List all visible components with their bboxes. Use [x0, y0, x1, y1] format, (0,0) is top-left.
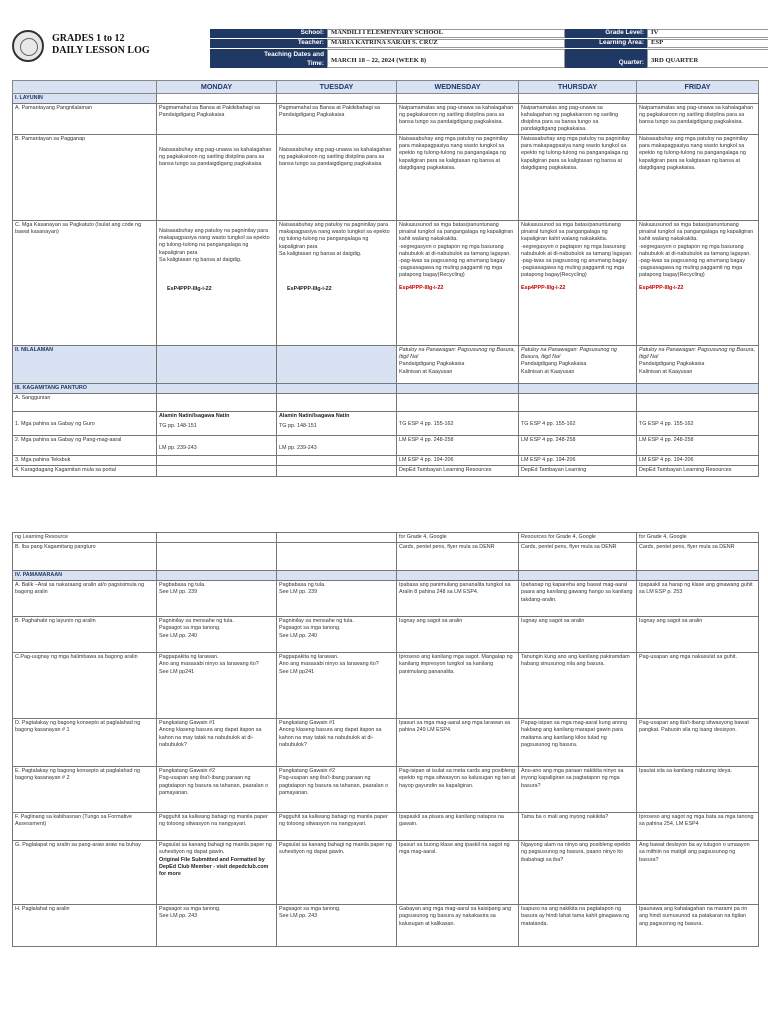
cell-friday	[637, 346, 759, 384]
document-title	[52, 33, 150, 57]
day-header-wednesday: WEDNESDAY	[397, 81, 519, 94]
cell-friday: Ipapaskil sa harap ng klase ang ginawang guhit sa LM ESP p. 253	[637, 581, 759, 617]
cell-monday: Pagninilay sa mensahe ng tula. Pagsagot sa mga tanong. See LM pp. 240	[157, 617, 277, 653]
nilalaman-heading: II. NILALAMAN	[13, 346, 157, 384]
cell-blank	[637, 394, 759, 412]
cell-friday	[637, 221, 759, 346]
gabay-ng-mag-aaral-row	[13, 436, 759, 456]
cell-tuesday: Naisasabuhay ang pag-unawa sa kahalagahan ng pagkakaroon ng sariling disiplina para sa bansa tungo sa pandaigdigang pagkakaisa	[277, 135, 397, 221]
cell-blank	[637, 93, 759, 103]
cell-blank	[157, 93, 277, 103]
cell-monday: Pagmamahal sa Bansa at Pakikibahagi sa Pandaigdigang Pagkakaisa	[157, 103, 277, 135]
cell-blank	[397, 93, 519, 103]
school-label: School:	[210, 29, 327, 38]
cell-wednesday: Iproseso ang kanilang mga sagot. Mangalap ng kanilang impresyon tungkol sa kanilang panimulang pananalita.	[397, 653, 519, 719]
cell-thursday	[519, 221, 637, 346]
cell-blank	[157, 394, 277, 412]
cell-wednesday: Ipasuri sa buong klase ang ipaskil na sagot ng mga mag-aaral.	[397, 841, 519, 905]
cell-thursday: Naisasabuhay ang mga patuloy na pagninilay para makapagpasiya nang wasto tungkol sa epekto ng tulong-tulong na pangangalaga ng kapaligiran para sa kaligtasan ng bansa at daigdigang pagkakaisa.	[519, 135, 637, 221]
cell-friday: Ang bawat desisyon ba ay tutugon o umaayon sa mithiin na matigil ang pagsusunog ng basura?	[637, 841, 759, 905]
learning-area-value: ESP	[647, 39, 768, 48]
learning-area-label: Learning Area:	[565, 39, 647, 48]
teaching-dates-label-line2: Time:	[307, 59, 324, 67]
cell-friday: DepEd Tambayan Learning Resources	[637, 466, 759, 476]
cell-monday: Pagpapakita ng larawan. Ano ang masasabi ninyo sa larawang ito? See LM pp241	[157, 653, 277, 719]
cell-thursday: Ipahanap ng kapareha ang bawat mag-aaral paara ang kanilang gawang hango sa kanilang takdang-aralin.	[519, 581, 637, 617]
teaching-dates-label	[210, 49, 327, 68]
cell-wednesday: Ipabasa ang panimulang pananalita tungkol sa Aralin 8 pahina 248 sa LM ESP4.	[397, 581, 519, 617]
cell-thursday: TG ESP 4 pp. 155-162	[519, 412, 637, 436]
nilalaman-row	[13, 346, 759, 384]
pag-uugnay-row	[13, 653, 759, 719]
cell-friday: for Grade 4, Google	[637, 533, 759, 543]
day-header-tuesday: TUESDAY	[277, 81, 397, 94]
day-header-friday: FRIDAY	[637, 81, 759, 94]
portal-row	[13, 466, 759, 476]
cell-monday-text: Naisasabuhay ang patuloy na pagninilay para makapagpasiya nang wasto tungkol sa epekto ng tulong-tulong na pangangalaga ng kapaligiran para Sa kaligtasan ng bansa at daigdig.	[159, 228, 270, 263]
alamin-heading-tuesday: Alamin Natin/Isagawa Natin	[279, 413, 350, 420]
nilalaman-topics-wednesday: Pandaigdigang Pagkakaisa Kalinisan at Kaayusan	[399, 361, 465, 375]
cell-blank	[157, 533, 277, 543]
cell-friday: LM ESP 4 pp. 248-258	[637, 436, 759, 456]
cell-friday: Pag-usapan ang mga nakasulat sa guhit.	[637, 653, 759, 719]
quarter-value: 3RD QUARTER	[647, 49, 768, 68]
cell-blank	[277, 346, 397, 384]
pamamaraan-heading: IV. PAMAMARAAN	[13, 571, 157, 581]
paglinang-row	[13, 813, 759, 841]
cell-blank	[277, 456, 397, 466]
cell-wednesday: LM ESP 4 pp. 194-206	[397, 456, 519, 466]
cell-blank	[519, 384, 637, 394]
deped-club-notice: Original File Submitted and Formatted by DepEd Club Member - visit depedclub.com for more	[159, 856, 269, 877]
cell-blank	[397, 394, 519, 412]
cell-tuesday: Pagguhit sa kaliwang bahagi ng manila paper ng totoong sitwasyon na nangyayari.	[277, 813, 397, 841]
cell-tuesday: Pangkatang Gawain #2 Pag-usapan ang iba't-ibang paraan ng pagtatapon ng basura sa tahanan, paaralan o pamayanan.	[277, 767, 397, 813]
cell-thursday: Anu-ano ang mga paraan nakikita ninyo sa inyong kapaligiran sa pagtatapon ng mga basura?	[519, 767, 637, 813]
day-header-monday: MONDAY	[157, 81, 277, 94]
pamamaraan-section-row	[13, 571, 759, 581]
cell-thursday: Ngayong alam na ninyo ang posibleng epekto ng pagsusunog ng basura, paano ninyo ito ibabahagi sa iba?	[519, 841, 637, 905]
cell-friday: Iugnay ang sagot sa aralin	[637, 617, 759, 653]
row-label: A. Pamantayang Pangnilalaman	[13, 103, 157, 135]
row-label: 1. Mga pahina sa Gabay ng Guro	[13, 412, 157, 436]
row-label: H. Paglalahat ng aralin	[13, 905, 157, 947]
alamin-heading-monday: Alamin Natin/Isagawa Natin	[159, 413, 230, 420]
cell-friday: Naipamamalas ang pag-unawa sa kahalagahan ng pagkakaroon ng sariling disiplina para sa bansa tungo sa pandaigdigang pagkakaisa.	[637, 103, 759, 135]
cell-thursday: Naipamamalas ang pag-unawa sa kahalagahan ng pagkakaroon ng sariling disiplina para sa bansa tungo sa pandaigdigang pagkakaisa.	[519, 103, 637, 135]
cell-monday: Pangkatang Gawain #2 Pag-usapan ang iba't-ibang paraan ng pagtatapon ng basura sa tahanan, paaralan o pamayanan.	[157, 767, 277, 813]
cell-blank	[277, 384, 397, 394]
row-label: B. Paghahabi ng layunin ng aralin	[13, 617, 157, 653]
day-header-blank	[13, 81, 157, 94]
teksbuk-row	[13, 456, 759, 466]
cell-blank	[519, 571, 637, 581]
cell-monday: Pagsagot sa mga tanong. See LM pp. 243	[157, 905, 277, 947]
guro-pages-tuesday: TG pp. 148-151	[279, 423, 317, 430]
cell-friday: Cards, pentel pens, flyer mula sa DENR	[637, 543, 759, 571]
cell-blank	[157, 466, 277, 476]
paglalahat-row	[13, 905, 759, 947]
cell-thursday: DepEd Tambayan Learning	[519, 466, 637, 476]
day-header-thursday: THURSDAY	[519, 81, 637, 94]
title-line-2: DAILY LESSON LOG	[52, 45, 150, 56]
guro-pages-monday: TG pp. 148-151	[159, 423, 197, 430]
layunin-section-row	[13, 93, 759, 103]
cell-friday: TG ESP 4 pp. 155-162	[637, 412, 759, 436]
row-label: B. Pamantayan sa Pagganap	[13, 135, 157, 221]
kagamitan-section-row	[13, 384, 759, 394]
learning-resource-row	[13, 533, 759, 543]
cell-wednesday: Ipapaskil sa pisara ang kanilang natapos na gawain.	[397, 813, 519, 841]
header-info-grid	[210, 29, 768, 69]
cell-friday: LM ESP 4 pp. 194-206	[637, 456, 759, 466]
cell-thursday-text: Nakasusunod sa mga batas/panuntunang pinairal tungkol sa pangangalaga ng kapaligiran kahit walang nakakakita. -segregasyon o pagtapon ng mga basurang nabubulok at di-nabubulok sa tamang lagayan. -pag-iwas sa pagsusnog ng anumang bagay -pagsasagawa ng muling paggamit ng mga patapong bagay(Recycling)	[521, 222, 633, 278]
cell-wednesday: Gabayan ang mga mag-aaral sa kaisipang ang pagsusunog ng basura ay nakakasira sa kalusugan at kalikasan.	[397, 905, 519, 947]
cell-tuesday: LM pp. 239-243	[277, 436, 397, 456]
cell-wednesday: LM ESP 4 pp. 248-258	[397, 436, 519, 456]
cell-blank	[277, 571, 397, 581]
sanggunian-row	[13, 394, 759, 412]
cell-blank	[157, 543, 277, 571]
layunin-heading: I. LAYUNIN	[13, 93, 157, 103]
row-label: 3. Mga pahina Teksbuk	[13, 456, 157, 466]
cell-blank	[519, 93, 637, 103]
paghahabi-ng-layunin-row	[13, 617, 759, 653]
cell-tuesday	[277, 412, 397, 436]
pamantayang-pangnilalaman-row	[13, 103, 759, 135]
cell-blank	[277, 543, 397, 571]
row-label: A. Sanggunian	[13, 394, 157, 412]
title-line-1: GRADES 1 to 12	[52, 33, 125, 44]
nilalaman-title-wednesday: Patuloy na Panawagan: Pagsusunog ng Basura, Itigil Na!	[399, 347, 515, 361]
cell-monday: Pangkatang Gawain #1 Anong klaseng basura ang dapat itapon sa kahon na may tatak na nabubulok at di-nabubulok?	[157, 719, 277, 767]
cell-monday	[157, 412, 277, 436]
row-label: B. Iba pang Kagamitang pangturo	[13, 543, 157, 571]
cell-thursday: LM ESP 4 pp. 194-206	[519, 456, 637, 466]
cell-blank	[277, 394, 397, 412]
row-label: C. Mga Kasanayan sa Pagkatuto (Isulat ang code ng bawat kasanayan)	[13, 221, 157, 346]
kasanayan-sa-pagkatuto-row	[13, 221, 759, 346]
row-label: A. Balik –Aral sa nakaraang aralin at/o pagsisimula ng bagong aralin	[13, 581, 157, 617]
cell-friday: Ipaunawa ang kahalagahan na marami pa rin ang hindi sumusunod sa patakaran na tigilan ang pagsusnog ng basura.	[637, 905, 759, 947]
cell-blank	[157, 456, 277, 466]
paglalapat-monday-text: Pagsulat sa kanang bahagi ng manila paper ng suhestiyon ng dapat gawin.	[159, 842, 272, 856]
cell-wednesday: Naipamamalas ang pag-unawa sa kahalagahan ng pagkakaroon ng sariling disiplina para sa bansa tungo sa pandaigdigang pagkakaisa.	[397, 103, 519, 135]
competency-code-wednesday: Esp4PPP-IIIg-i-22	[399, 285, 444, 292]
cell-tuesday: Pagbabasa ng tula. See LM pp. 239	[277, 581, 397, 617]
cell-wednesday: for Grade 4, Google	[397, 533, 519, 543]
cell-blank	[157, 346, 277, 384]
nilalaman-title-thursday: Patuloy na Panawagan: Pagsusunog ng Basura, Itigil Na!	[521, 347, 617, 361]
grade-level-label: Grade Level:	[565, 29, 647, 38]
teacher-value: MARIA KATRINA SARAH S. CRUZ	[327, 39, 565, 48]
cell-tuesday: Pagsulat sa kanang bahagi ng manila paper ng suhestiyon ng dapat gawin.	[277, 841, 397, 905]
row-label: F. Paglinang sa kabihasnan (Tungo sa Formative Assessment)	[13, 813, 157, 841]
cell-blank	[397, 571, 519, 581]
cell-thursday	[519, 346, 637, 384]
cell-friday: Pag-usapan ang iba't-ibang sitwasyong bawat pangkat. Pabuoin sila ng isang desisyon.	[637, 719, 759, 767]
cell-tuesday: Pagsagot sa mga tanong. See LM pp. 243	[277, 905, 397, 947]
cell-thursday: Papag-isipan sa mga mag-aaral kung anong hakbang ang kanilang marapat gawin para maitama ang kanilang kilos tulad ng pagsusunog ng basura.	[519, 719, 637, 767]
cell-thursday: Cards, pentel pens, flyer mula sa DENR	[519, 543, 637, 571]
cell-tuesday: Pagpapakita ng larawan. Ano ang masasabi ninyo sa larawang ito? See LM pp241	[277, 653, 397, 719]
deped-seal-icon	[12, 30, 44, 62]
lesson-log-header	[12, 29, 758, 76]
pagtalakay-2-row	[13, 767, 759, 813]
nilalaman-topics-friday: Pandaigdigang Pagkakaisa Kalinisan at Kaayusan	[639, 361, 705, 375]
cell-wednesday: Pag-isipan at isulat sa meta cards ang posibleng epekto ng mga sitwasyon sa kalusugan ng tao at hayop gayundin sa kapaligiran.	[397, 767, 519, 813]
cell-blank	[277, 93, 397, 103]
cell-monday: Naisasabuhay ang pag-unawa sa kahalagahan ng pagkakaroon ng sariling disiplina para sa bansa tungo sa pandaigdigang pagkakaisa	[157, 135, 277, 221]
cell-blank	[157, 571, 277, 581]
cell-wednesday	[397, 221, 519, 346]
cell-blank	[277, 466, 397, 476]
kagamitan-heading: III. KAGAMITANG PANTURO	[13, 384, 157, 394]
cell-thursday: Resources for Grade 4, Google	[519, 533, 637, 543]
row-label: 2. Mga pahina sa Gabay ng Pang-mag-aaral	[13, 436, 157, 456]
cell-blank	[637, 384, 759, 394]
cell-thursday: LM ESP 4 pp. 248-258	[519, 436, 637, 456]
iba-pang-kagamitan-row	[13, 543, 759, 571]
pagtalakay-1-row	[13, 719, 759, 767]
cell-thursday: Tama ba o mali ang inyong nakikita?	[519, 813, 637, 841]
lesson-table-page-1	[12, 80, 759, 477]
cell-blank	[519, 394, 637, 412]
cell-wednesday: Cards, pentel pens, flyer mula sa DENR	[397, 543, 519, 571]
teacher-label: Teacher:	[210, 39, 327, 48]
cell-monday: Pagguhit sa kaliwang bahagi ng manila paper ng totoong sitwasyon na nangyayari.	[157, 813, 277, 841]
teaching-dates-label-line1: Teaching Dates and	[264, 51, 324, 59]
balik-aral-row	[13, 581, 759, 617]
cell-monday	[157, 841, 277, 905]
competency-code-tuesday: EsP4PPP-IIIg-i-22	[287, 285, 332, 292]
quarter-label: Quarter:	[565, 49, 647, 68]
row-label: G. Paglalapat ng aralin sa pang-araw araw na buhay	[13, 841, 157, 905]
paglalapat-row	[13, 841, 759, 905]
row-label: C.Pag-uugnay ng mga halimbawa sa bagong aralin	[13, 653, 157, 719]
competency-code-monday: EsP4PPP-IIIg-i-22	[167, 285, 212, 292]
cell-friday: Iproseso ang sagot ng mga bata sa mga tanong sa pahina 254, LM ESP4	[637, 813, 759, 841]
cell-wednesday: DepEd Tambayan Learning Resources	[397, 466, 519, 476]
cell-wednesday-text: Nakasusunod sa mga batas/panuntunang pinairal tungkol sa pangangalaga ng kapaligiran kahit walang nakakakita. -segregasyon o pagtapon ng mga basurang nabubulok at di-nabubulok sa tamang lagayan. -pag-iwas sa pagsusnog ng anumang bagay -pagsasagawa ng muling paggamit ng mga patapong bagay(Recycling)	[399, 222, 514, 278]
row-label: E. Pagtalakay ng bagong konsepto at paglalahad ng bagong kasanayan # 2	[13, 767, 157, 813]
cell-monday: Pagbabasa ng tula. See LM pp. 239	[157, 581, 277, 617]
nilalaman-topics-thursday: Pandaigdigang Pagkakaisa Kalinisan at Kaayusan	[521, 361, 587, 375]
row-label: 4. Karagdagang Kagamitan mula sa portal	[13, 466, 157, 476]
cell-tuesday: Pagninilay sa mensahe ng tula. Pagsagot sa mga tanong. See LM pp. 240	[277, 617, 397, 653]
lesson-table-page-2	[12, 532, 759, 947]
cell-friday: Naisasabuhay ang mga patuloy na pagninilay para makapagpasiya nang wasto tungkol sa epekto ng tulong-tulong na pangangalaga ng kapaligiran para sa kaligtasan ng bansa at daigdigang pagkakaisa.	[637, 135, 759, 221]
cell-tuesday-text: Naisasabuhay ang patuloy na pagninilay para makapagpasiya nang wasto tungkol sa epekto ng tulong-tulong na pangangalaga ng kapaligiran para Sa kaligtasan ng bansa at daigdig.	[279, 222, 390, 257]
cell-blank	[157, 384, 277, 394]
row-label: D. Pagtalakay ng bagong konsepto at paglalahad ng bagong kasanayan # 1	[13, 719, 157, 767]
cell-wednesday: Ipasuri sa mga mag-aaral ang mga larawan sa pahina 249 LM ESP4.	[397, 719, 519, 767]
cell-tuesday: Pagmamahal sa Bansa at Pakikibahagi sa Pandaigdigang Pagkakaisa	[277, 103, 397, 135]
cell-wednesday: Naisasabuhay ang mga patuloy na pagninilay para makapagpasiya nang wasto tungkol sa epekto ng tulong-tulong na pangangalaga ng kapaligiran para sa kaligtasan ng bansa at daigdigang pagkakaisa.	[397, 135, 519, 221]
grade-level-value: IV	[647, 29, 768, 38]
teaching-dates-value: MARCH 18 – 22, 2024 (WEEK 8)	[327, 49, 565, 68]
cell-thursday: Isapuso na ang nakikita na pagtatapon ng basura ay hindi lahat tama kahit ginagawa ng matatanda.	[519, 905, 637, 947]
cell-wednesday: TG ESP 4 pp. 155-162	[397, 412, 519, 436]
cell-monday: LM pp. 239-243	[157, 436, 277, 456]
cell-thursday: Iugnay ang sagot sa aralin	[519, 617, 637, 653]
cell-friday-text: Nakasusunod sa mga batas/panuntunang pinairal tungkol sa pangangalaga ng kapaligiran kahit walang nakakakita. -segregasyon o pagtapon ng mga basurang nabubulok at di-nabubulok sa tamang lagayan. -pag-iwas sa pagsusnog ng anumang bagay -pagsasagawa ng muling paggamit ng mga patapong bagay(Recycling)	[639, 222, 754, 278]
gabay-ng-guro-row	[13, 412, 759, 436]
row-label: ng Learning Resource	[13, 533, 157, 543]
pamantayan-sa-pagganap-row	[13, 135, 759, 221]
school-value: MANDILI I ELEMENTARY SCHOOL	[327, 29, 565, 38]
competency-code-friday: Esp4PPP-IIIg-i-22	[639, 285, 684, 292]
cell-blank	[277, 533, 397, 543]
nilalaman-title-friday: Patuloy na Panawagan: Pagsusunog ng Basura, Itigil Na!	[639, 347, 755, 361]
day-header-row	[13, 81, 759, 94]
competency-code-thursday: Esp4PPP-IIIg-i-22	[521, 285, 566, 292]
cell-friday: Ipaulat sila sa kanilang nabuong ideya.	[637, 767, 759, 813]
cell-tuesday	[277, 221, 397, 346]
cell-thursday: Tanungin kung ano ang kanilang pakiramdam habang sinusunog nila ang basura.	[519, 653, 637, 719]
cell-tuesday: Pangkatang Gawain #1 Anong klaseng basura ang dapat itapon sa kahon na may tatak na nabubulok at di-nabubulok?	[277, 719, 397, 767]
cell-wednesday	[397, 346, 519, 384]
cell-blank	[397, 384, 519, 394]
cell-blank	[637, 571, 759, 581]
cell-monday	[157, 221, 277, 346]
cell-wednesday: Iugnay ang sagot sa aralin	[397, 617, 519, 653]
